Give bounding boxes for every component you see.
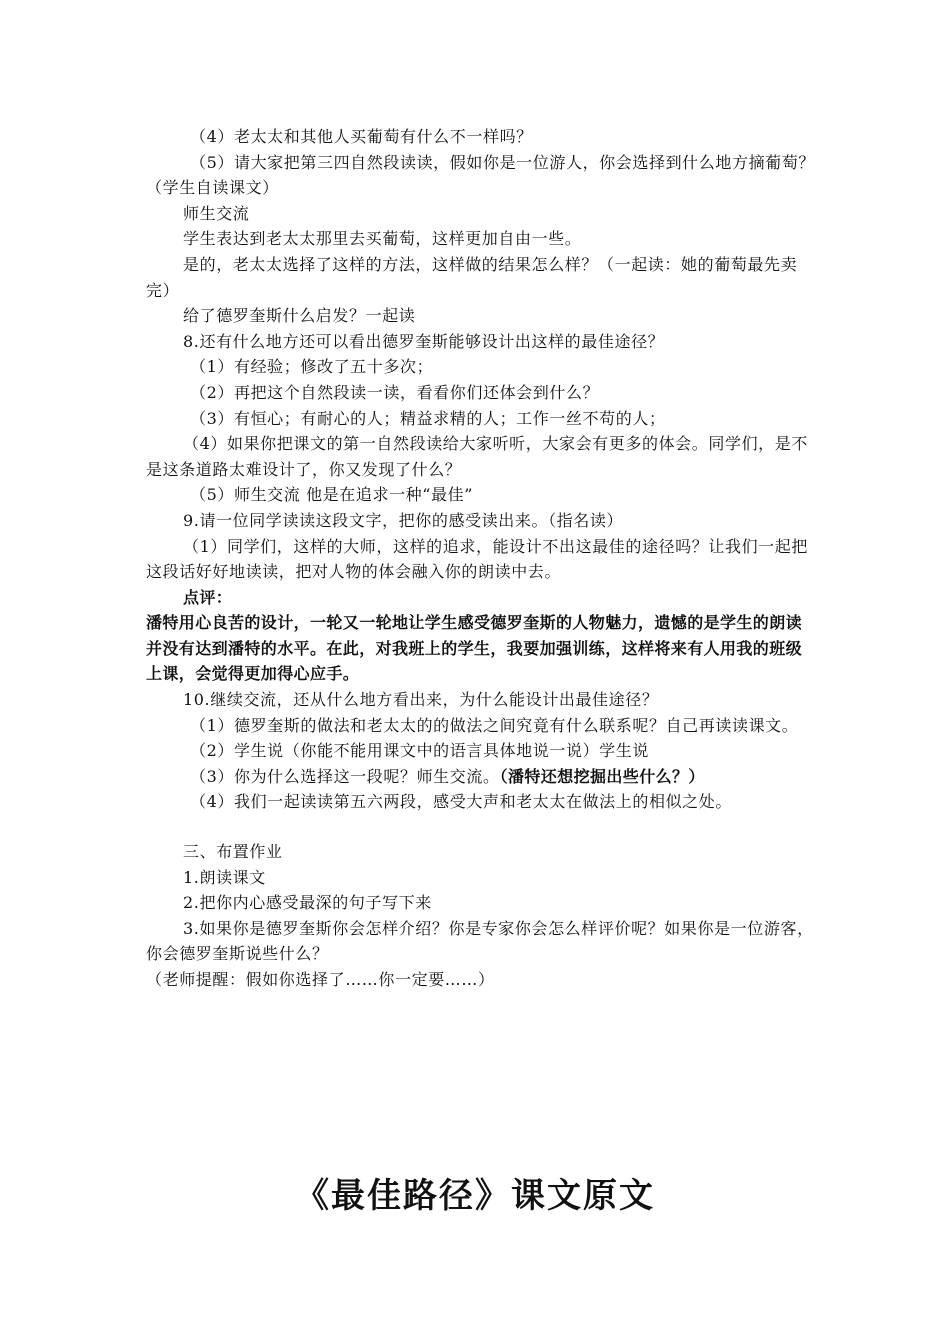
blank-line xyxy=(146,815,818,839)
comment-heading: 点评： xyxy=(183,587,233,607)
text-line: （2）再把这个自然段读一读，看看你们还体会到什么？ xyxy=(190,382,600,402)
comment-inline: （潘特还想挖掘出些什么？） xyxy=(499,766,705,786)
text-line: 是的，老太太选择了这样的方法，这样做的结果怎么样？（一起读：她的葡萄最先卖完） xyxy=(146,254,798,300)
text-line: （1）同学们，这样的大师，这样的追求，能设计不出这最佳的途径吗？让我们一起把这段话好好地读读，把对人物的体会融入你的朗读中去。 xyxy=(146,536,808,582)
text-line: （2）学生说（你能不能用课文中的语言具体地说一说）学生说 xyxy=(190,741,649,761)
text-line: 8.还有什么地方还可以看出德罗奎斯能够设计出这样的最佳途径？ xyxy=(183,331,665,351)
section-heading: 三、布置作业 xyxy=(183,842,283,862)
text-line: 给了德罗奎斯什么启发？一起读 xyxy=(183,306,416,326)
text-line xyxy=(146,764,818,790)
text-line: 9.请一位同学读读这段文字，把你的感受读出来。（指名读） xyxy=(183,510,624,530)
text-line: （1）有经验；修改了五十多次； xyxy=(190,357,434,377)
text-line: （4）老太太和其他人买葡萄有什么不一样吗？ xyxy=(190,127,533,146)
text-line-part: （3）你为什么选择这一段呢？师生交流。 xyxy=(190,766,500,786)
text-line: 3.如果你是德罗奎斯你会怎样介绍？你是专家你会怎么样评价呢？如果你是一位游客，你会德罗奎斯说些什么？ xyxy=(146,918,814,964)
comment-text: 潘特用心良苦的设计，一轮又一轮地让学生感受德罗奎斯的人物魅力，遗憾的是学生的朗读并没有达到潘特的水平。在此，对我班上的学生，我要加强训练，这样将来有人用我的班级上课，会觉得更加得心应手。 xyxy=(146,613,803,684)
text-line: 10.继续交流，还从什么地方看出来，为什么能设计出最佳途径？ xyxy=(183,690,659,710)
text-line: （5）师生交流 他是在追求一种“最佳” xyxy=(190,485,474,505)
text-line: （1）德罗奎斯的做法和老太太的的做法之间究竟有什么联系呢？自己再读读课文。 xyxy=(190,715,799,735)
page-title: 《最佳路径》课文原文 xyxy=(295,1176,655,1216)
text-line: （4）如果你把课文的第一自然段读给大家听听，大家会有更多的体会。同学们，是不是这条道路太难设计了，你又发现了什么？ xyxy=(146,434,808,479)
text-line: 师生交流 xyxy=(183,203,250,223)
text-line: 1.朗读课文 xyxy=(183,867,266,887)
text-line: （4）我们一起读读第五六两段，感受大声和老太太在做法上的相似之处。 xyxy=(190,792,732,812)
text-line: （3）有恒心；有耐心的人；精益求精的人；工作一丝不苟的人； xyxy=(190,408,666,428)
text-line: （老师提醒：假如你选择了……你一定要……） xyxy=(146,970,495,989)
text-line: 学生表达到老太太那里去买葡萄，这样更加自由一些。 xyxy=(183,229,582,249)
lesson-plan-text xyxy=(146,124,818,993)
text-line: 2.把你内心感受最深的句子写下来 xyxy=(183,893,432,913)
text-line: （5）请大家把第三四自然段读读，假如你是一位游人，你会选择到什么地方摘葡萄？（学生自读课文） xyxy=(146,152,815,198)
